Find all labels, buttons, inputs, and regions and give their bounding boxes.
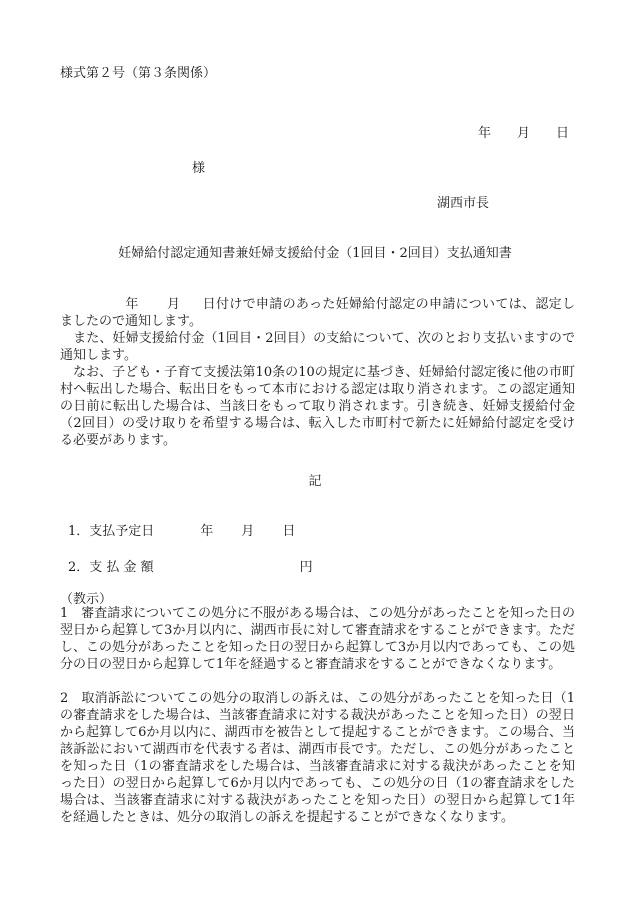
form-number: 様式第２号（第３条関係） (60, 66, 217, 81)
body-paragraph-2: また、妊婦支援給付金（1回目・2回目）の支給について、次のとおり支払いますので通知します。 (60, 331, 575, 363)
payment-date-year: 年 (200, 524, 214, 539)
issuer-name: 湖西市長 (437, 196, 490, 211)
payment-amount-label: 2．支 払 金 額 (68, 560, 154, 575)
instruction-item-2: 2 取消訴訟についてこの処分の取消しの訴えは、この処分があったことを知った日（1の審査請求をした場合は、当該審査請求に対する裁決があったことを知った日）の翌日から起算して6か月以内に、湖西市を被告として提起することができます。この場合、当該訴訟において湖西市を代表する者は、湖西市長です。ただし、この処分があったことを知った日（1の審査請求をした場合は、当該審査請求に対する裁決があったことを知った日）の翌日から起算して6か月以内であっても、この処分の日（1の審査請求をした場合は、当該審査請求に対する裁決があったことを知った日）の翌日から起算して1年を経過したときは、処分の取消しの訴えを提起することができなくなります。 (60, 691, 575, 825)
payment-date-item (68, 520, 295, 539)
date-line (478, 122, 569, 141)
instruction-heading: （教示） (60, 592, 113, 607)
payment-date-label: 1．支払予定日 (68, 524, 155, 539)
payment-date-month: 月 (241, 524, 255, 539)
p1-month-label: 月 (166, 297, 181, 312)
date-day-label: 日 (556, 126, 570, 141)
date-month-label: 月 (517, 126, 531, 141)
p1-year-label: 年 (125, 297, 139, 312)
document-title: 妊婦給付認定通知書兼妊婦支援給付金（1回目・2回目）支払通知書 (118, 246, 512, 261)
instruction-item-1: 1 審査請求についてこの処分に不服がある場合は、この処分があったことを知った日の翌日から起算して3か月以内に、湖西市長に対して審査請求をすることができます。ただし、この処分があったことを知った日の翌日から起算して3か月以内であっても、この処分の日の翌日から起算して1年を経過すると審査請求をすることができなくなります。 (60, 606, 576, 672)
payment-amount-item (68, 556, 313, 575)
ki-marker: 記 (308, 474, 322, 489)
p1-text: 日付けで申請のあった妊婦給付認定の申請については、認定しましたので通知します。 (60, 297, 575, 329)
payment-amount-unit: 円 (299, 560, 313, 575)
payment-date-day: 日 (282, 524, 296, 539)
addressee-honorific: 様 (192, 161, 206, 176)
date-year-label: 年 (478, 126, 492, 141)
body-paragraph-3: なお、子ども・子育て支援法第10条の10の規定に基づき、妊婦給付認定後に他の市町村へ転出した場合、転出日をもって本市における認定は取り消されます。この認定通知の日前に転出した場合は、当該日をもって取り消されます。引き続き、妊婦支援給付金（2回目）の受け取りを希望する場合は、転入した市町村で新たに妊婦給付認定を受ける必要があります。 (60, 365, 575, 448)
body-paragraph-1 (60, 296, 575, 330)
